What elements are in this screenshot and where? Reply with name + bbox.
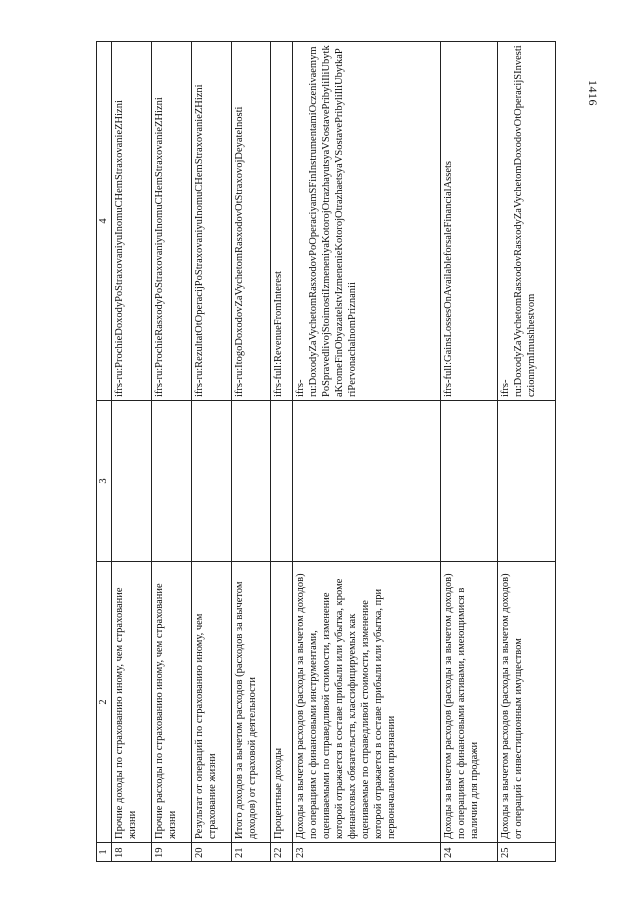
row-identifier: ifrs-full:RevenueFromInterest [271, 42, 293, 401]
row-col3 [440, 401, 498, 562]
row-identifier: ifrs-ru:ItogoDoxodovZaVychetomRasxodovOtStraxovojDeyatelnosti [231, 42, 271, 401]
row-col3 [191, 401, 231, 562]
row-number: 23 [293, 843, 440, 862]
row-number: 22 [271, 843, 293, 862]
row-description: Доходы за вычетом расходов (расходы за вычетом доходов) от операций с инвестиционным имуществом [498, 562, 556, 843]
table-row [498, 42, 556, 862]
row-identifier: ifrs-ru:DoxodyZaVychetomRasxodovRasxodyZaVychetomDoxodovOtOperacijSInvesticzionnymImushhestvom [498, 42, 556, 401]
table-row [151, 42, 191, 862]
row-description: Доходы за вычетом расходов (расходы за вычетом доходов) по операциям с финансовыми активами, имеющимися в наличии для продажи [440, 562, 498, 843]
row-identifier: ifrs-ru:RezultatOtOperacijPoStraxovaniyuInomuCHemStraxovanieZHizni [191, 42, 231, 401]
row-col3 [151, 401, 191, 562]
table-row [440, 42, 498, 862]
row-number: 21 [231, 843, 271, 862]
row-number: 19 [151, 843, 191, 862]
row-identifier: ifrs-full:GainsLossesOnAvailableforsaleFinancialAssets [440, 42, 498, 401]
rotated-page-content [96, 45, 556, 862]
table-row [293, 42, 440, 862]
page-number: 1416 [586, 80, 600, 106]
header-col-4: 4 [97, 42, 112, 401]
taxonomy-table [96, 41, 556, 862]
row-number: 24 [440, 843, 498, 862]
row-col3 [271, 401, 293, 562]
table-row [231, 42, 271, 862]
table-header-row [97, 42, 112, 862]
row-col3 [498, 401, 556, 562]
row-description: Прочие расходы по страхованию иному, чем страхование жизни [151, 562, 191, 843]
row-identifier: ifrs-ru:ProchieDoxodyPoStraxovaniyuInomuCHemStraxovanieZHizni [112, 42, 152, 401]
header-col-3: 3 [97, 401, 112, 562]
row-description: Прочие доходы по страхованию иному, чем страхование жизни [112, 562, 152, 843]
header-col-2: 2 [97, 562, 112, 843]
row-identifier: ifrs-ru:DoxodyZaVychetomRasxodovPoOperaciyamSFinInstrumentamiOczenivaemymPoSpravedlivojStoimostiIzmeneniyaKotorojOtrazhayutsyaVSostavePribyliIliUbytkaKromeFinObyazatelstvIzmenenieKotorojOtrazhaetsyaVSostavePribyliIliUbytkaPriPervonachalnomPriznanii [293, 42, 440, 401]
table-row [112, 42, 152, 862]
row-description: Доходы за вычетом расходов (расходы за вычетом доходов) по операциям с финансовыми инструментами, оцениваемыми по справедливой стоимости, изменение которой отражается в составе прибыли или убытка, кроме финансовых обязательств, классифицируемых как оцениваемые по справедливой стоимости, изменение которой отражается в составе прибыли или убытка, при первоначальном признании [293, 562, 440, 843]
row-description: Процентные доходы [271, 562, 293, 843]
row-number: 18 [112, 843, 152, 862]
row-col3 [293, 401, 440, 562]
table-row [191, 42, 231, 862]
row-col3 [231, 401, 271, 562]
row-number: 20 [191, 843, 231, 862]
row-description: Итого доходов за вычетом расходов (расходов за вычетом доходов) от страховой деятельности [231, 562, 271, 843]
row-identifier: ifrs-ru:ProchieRasxodyPoStraxovaniyuInomuCHemStraxovanieZHizni [151, 42, 191, 401]
row-description: Результат от операций по страхованию иному, чем страхование жизни [191, 562, 231, 843]
row-number: 25 [498, 843, 556, 862]
table-row [271, 42, 293, 862]
row-col3 [112, 401, 152, 562]
header-col-1: 1 [97, 843, 112, 862]
